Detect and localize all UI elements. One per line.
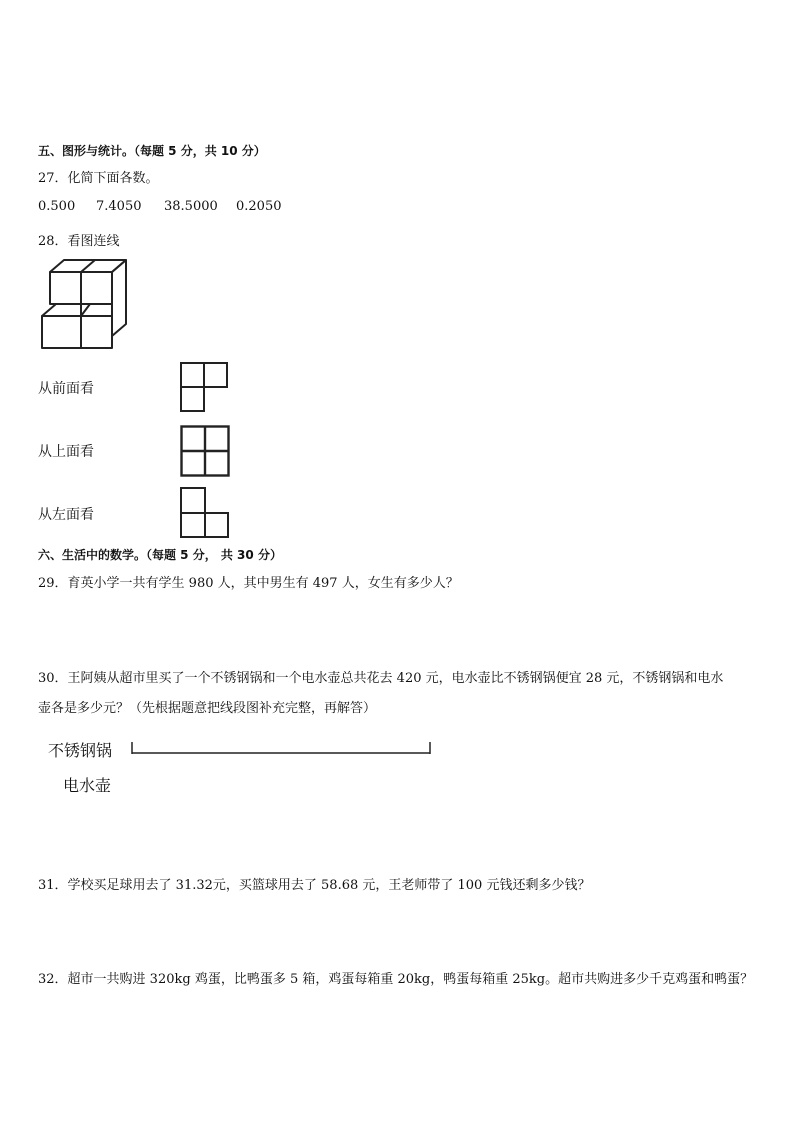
- number-item: 7.4050: [96, 199, 142, 214]
- top-view-icon: [180, 425, 230, 477]
- number-item: 0.500: [38, 199, 76, 214]
- segment-label-kettle: 电水壶: [63, 776, 112, 795]
- view-label-front: 从前面看: [38, 381, 94, 397]
- segment-label-pot: 不锈钢锅: [48, 741, 113, 760]
- question-32: 32．超市一共购进 320kg 鸡蛋，比鸭蛋多 5 箱，鸡蛋每箱重 20kg，鸭蛋每箱重 25kg。超市共购进多少千克鸡蛋和鸭蛋？: [38, 972, 754, 987]
- question-30-line-2: 壶各是多少元？（先根据题意把线段图补充完整，再解答）: [38, 701, 377, 716]
- question-30-line-1: 30．王阿姨从超市里买了一个不锈钢锅和一个电水壶总共花去 420 元，电水壶比不锈钢锅便宜 28 元，不锈钢锅和电水: [38, 671, 724, 686]
- view-label-top: 从上面看: [38, 444, 94, 460]
- question-29: 29．育英小学一共有学生 980 人，其中男生有 497 人，女生有多少人？: [38, 576, 459, 591]
- question-28: 28．看图连线: [38, 234, 120, 249]
- question-27: 27．化简下面各数。: [38, 171, 159, 186]
- section-five-title: 五、图形与统计。（每题 5 分，共 10 分）: [38, 144, 266, 158]
- view-label-left: 从左面看: [38, 507, 94, 523]
- front-view-icon: [180, 362, 228, 412]
- segment-line-pot: [130, 738, 434, 758]
- cube-stack-icon: [38, 256, 130, 352]
- left-view-icon: [180, 487, 230, 539]
- question-31: 31．学校买足球用去了 31.32元，买篮球用去了 58.68 元，王老师带了 100 元钱还剩多少钱？: [38, 878, 591, 893]
- number-item: 38.5000: [164, 199, 218, 214]
- number-item: 0.2050: [236, 199, 282, 214]
- section-six-title: 六、生活中的数学。（每题 5 分， 共 30 分）: [38, 548, 282, 562]
